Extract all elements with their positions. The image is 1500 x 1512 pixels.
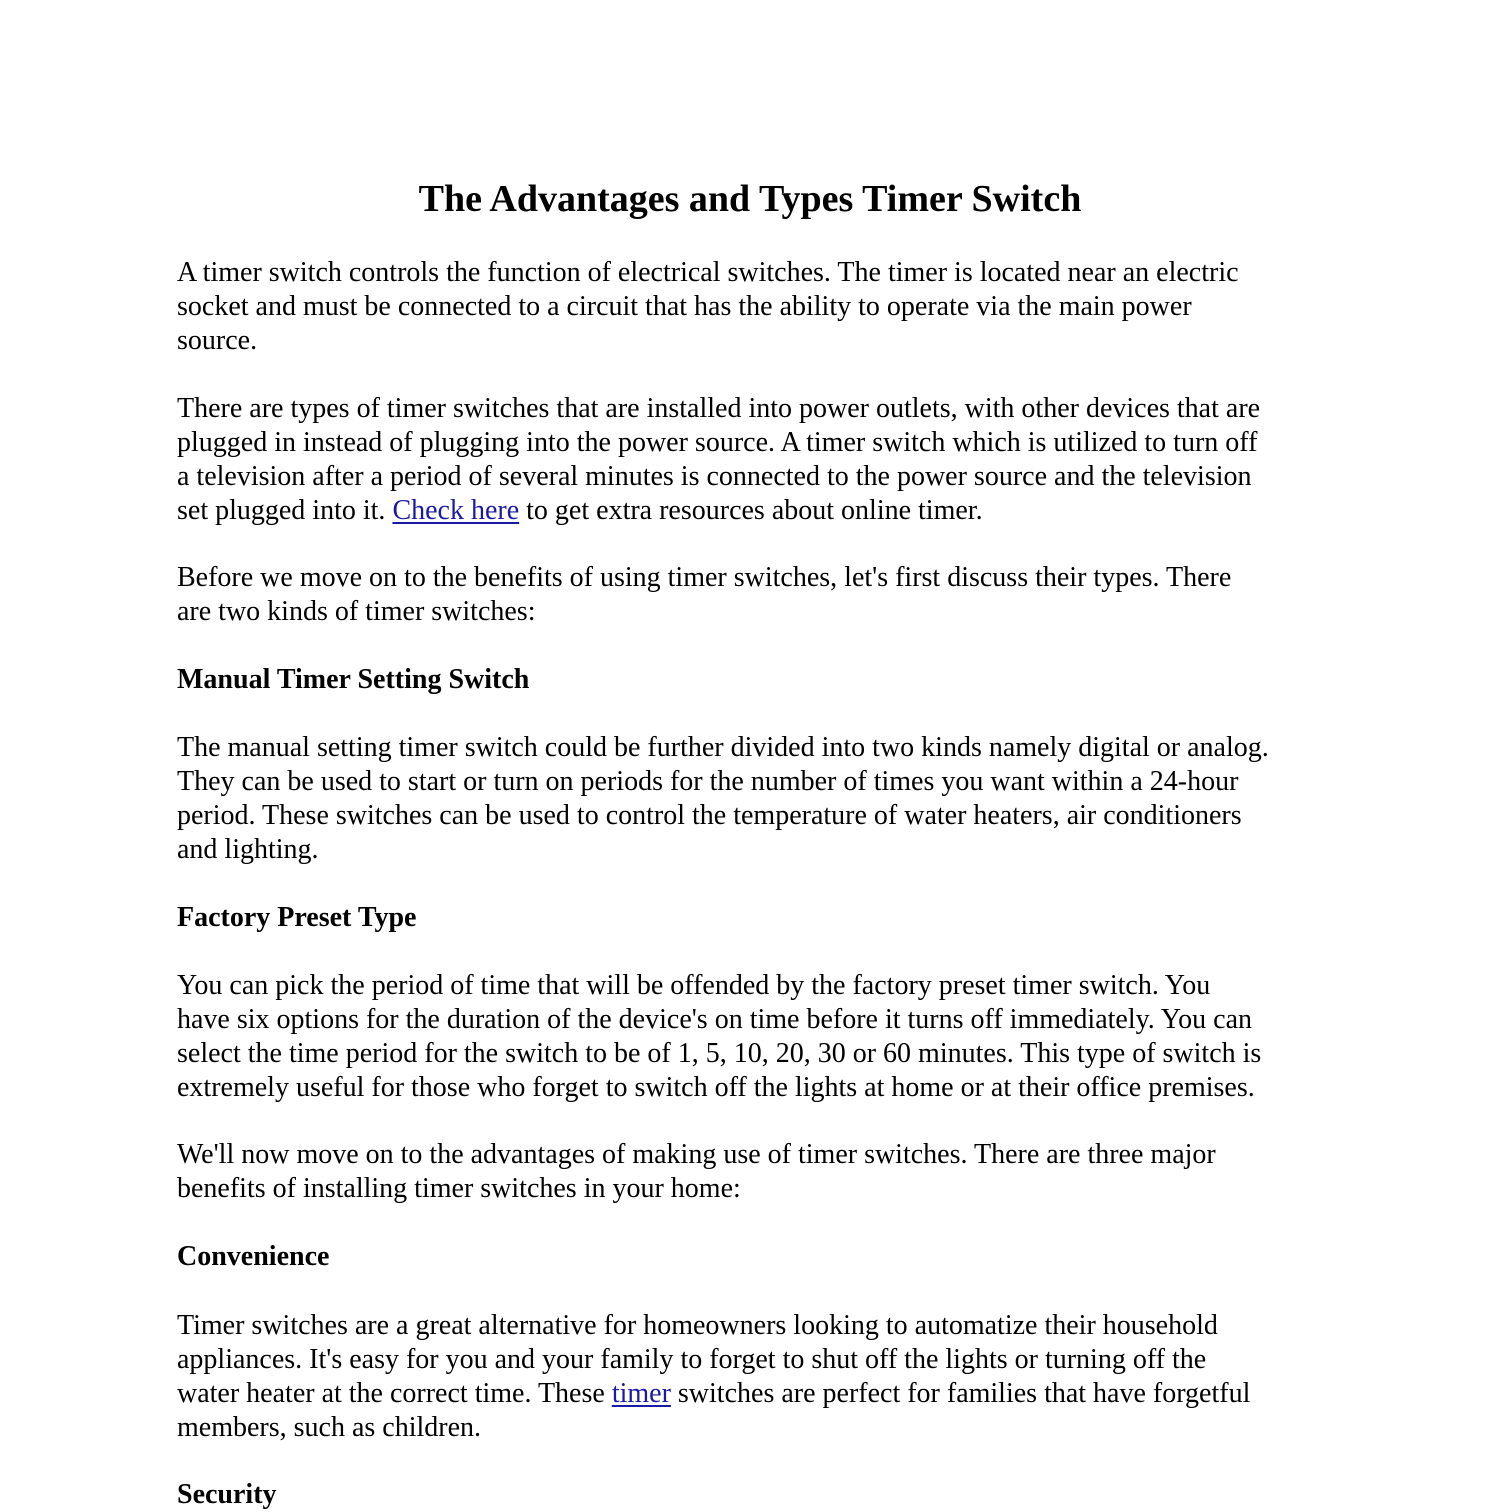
text-segment: water heater at the correct time. These: [177, 1378, 612, 1409]
text-line: appliances. It's easy for you and your family to forget to shut off the lights or turning off the: [177, 1344, 1207, 1375]
text-segment: set plugged into it.: [177, 495, 393, 526]
convenience-paragraph: [177, 1309, 1337, 1445]
text-line: source.: [177, 325, 258, 356]
text-line: and lighting.: [177, 834, 319, 865]
text-line: socket and must be connected to a circuit that has the ability to operate via the main power: [177, 291, 1192, 322]
manual-timer-paragraph: [177, 731, 1337, 867]
timer-link[interactable]: timer: [611, 1378, 671, 1409]
text-line: members, such as children.: [177, 1412, 482, 1443]
text-line: [177, 1377, 1337, 1411]
text-line: A timer switch controls the function of electrical switches. The timer is located near an electric: [177, 257, 1239, 288]
text-segment: to get extra resources about online timer.: [519, 495, 983, 526]
factory-preset-paragraph: [177, 969, 1337, 1105]
text-line: plugged in instead of plugging into the power source. A timer switch which is utilized to turn off: [177, 427, 1258, 458]
factory-preset-heading: Factory Preset Type: [177, 902, 417, 933]
text-line: We'll now move on to the advantages of making use of timer switches. There are three major: [177, 1139, 1216, 1170]
text-line: period. These switches can be used to control the temperature of water heaters, air conditioners: [177, 800, 1242, 831]
document-title: The Advantages and Types Timer Switch: [418, 178, 1082, 220]
text-line: have six options for the duration of the device's on time before it turns off immediately. You can: [177, 1004, 1253, 1035]
intro-paragraph: [177, 256, 1337, 358]
text-line: Before we move on to the benefits of using timer switches, let's first discuss their types. There: [177, 562, 1232, 593]
types-paragraph: [177, 392, 1337, 528]
convenience-heading: Convenience: [177, 1241, 330, 1272]
text-line: benefits of installing timer switches in your home:: [177, 1173, 741, 1204]
text-line: Timer switches are a great alternative for homeowners looking to automatize their household: [177, 1310, 1218, 1341]
security-heading: Security: [177, 1479, 277, 1510]
advantages-intro-paragraph: [177, 1138, 1337, 1206]
text-segment: switches are perfect for families that have forgetful: [670, 1378, 1251, 1409]
text-line: There are types of timer switches that are installed into power outlets, with other devices that are: [177, 393, 1261, 424]
text-line: [177, 494, 1337, 528]
text-line: The manual setting timer switch could be further divided into two kinds namely digital or analog.: [177, 732, 1269, 763]
text-line: extremely useful for those who forget to switch off the lights at home or at their office premises.: [177, 1072, 1255, 1103]
text-line: They can be used to start or turn on periods for the number of times you want within a 24-hour: [177, 766, 1239, 797]
before-benefits-paragraph: [177, 561, 1337, 629]
text-line: a television after a period of several minutes is connected to the power source and the television: [177, 461, 1252, 492]
check-here-link[interactable]: Check here: [392, 495, 520, 526]
text-line: are two kinds of timer switches:: [177, 596, 536, 627]
manual-timer-heading: Manual Timer Setting Switch: [177, 664, 530, 695]
text-line: select the time period for the switch to be of 1, 5, 10, 20, 30 or 60 minutes. This type of switch is: [177, 1038, 1262, 1069]
text-line: You can pick the period of time that will be offended by the factory preset timer switch. You: [177, 970, 1211, 1001]
